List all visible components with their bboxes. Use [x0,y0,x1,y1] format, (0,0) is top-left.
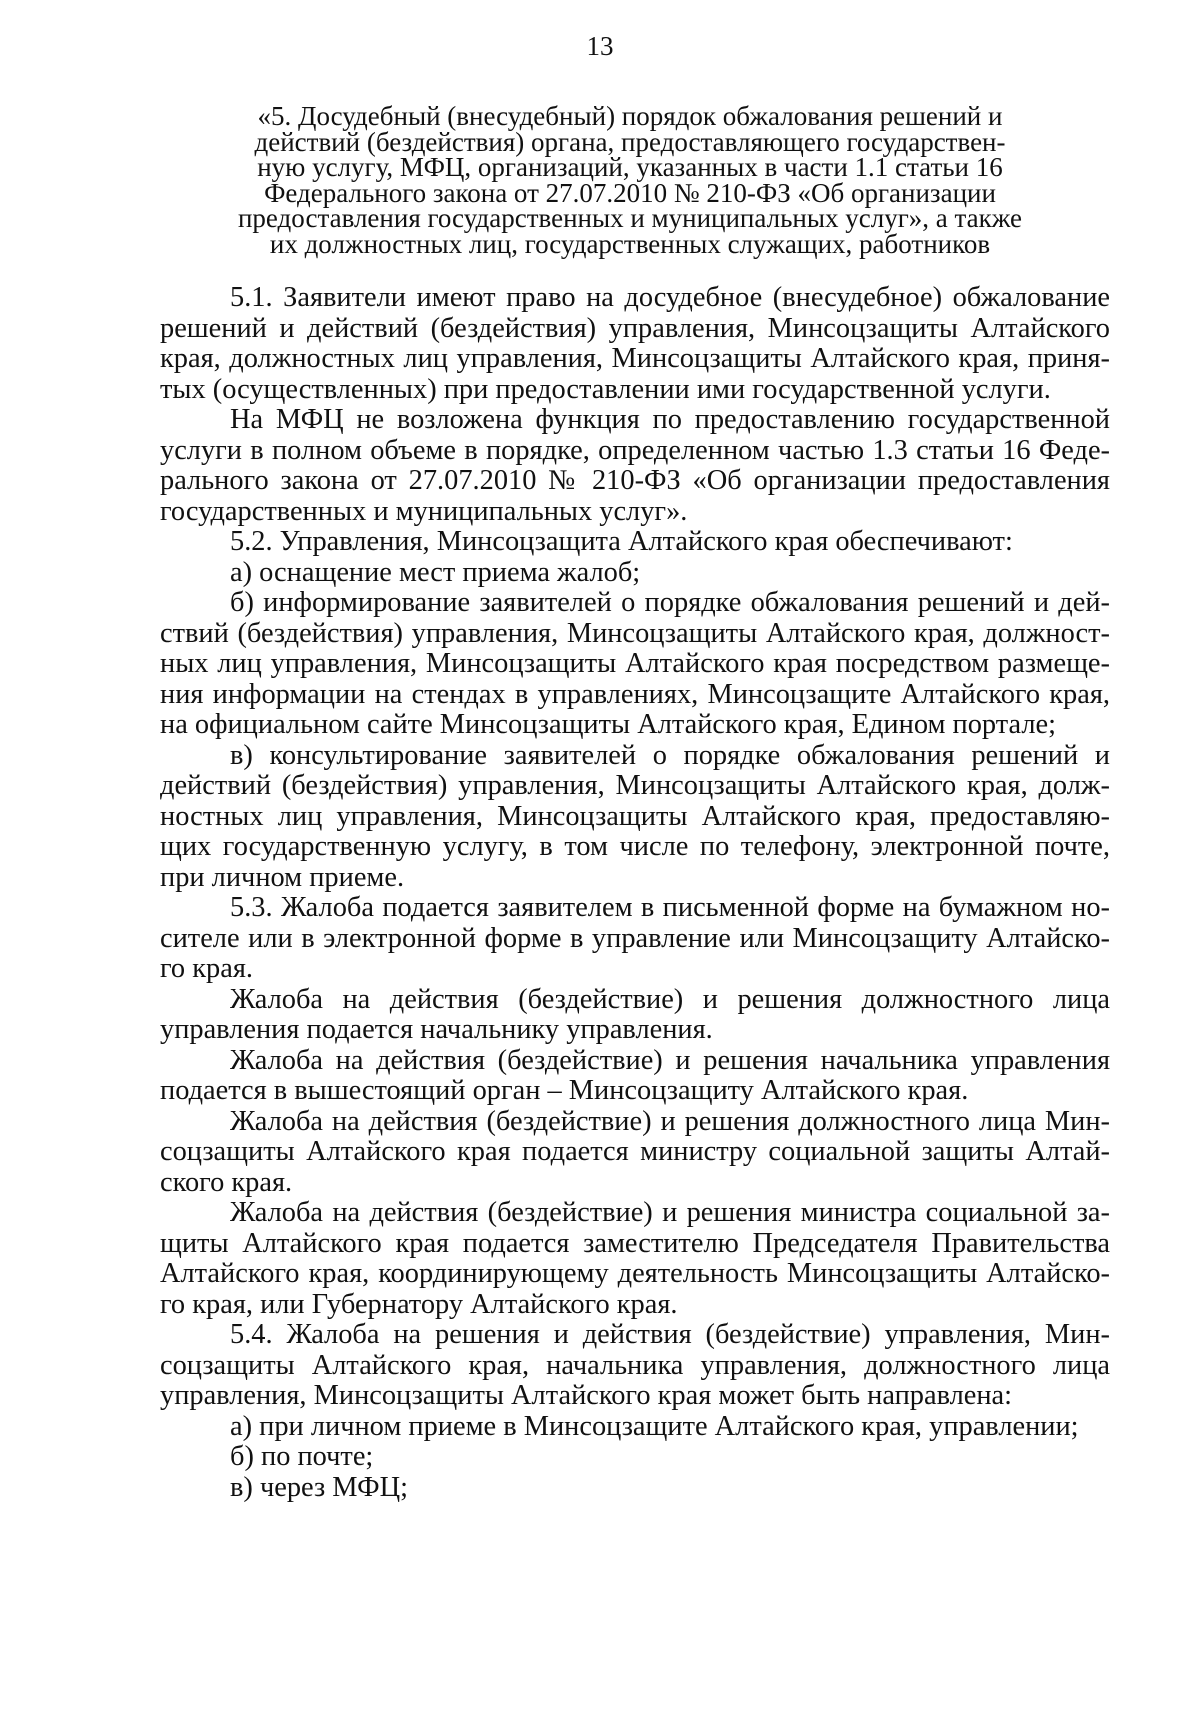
list-item-b: б) информирование заявителей о порядке обжалования решений и дей-ствий (бездействия) управления, Минсоцзащиты Алтайского края, должност-ных лиц управления, Минсоцзащиты Алтайского края посредством размеще-ния информации на стендах в управлениях, Минсоцзащите Алтайского края, на официальном сайте Минсоцзащиты Алтайского края, Едином портале; [160,587,1110,740]
section-body [160,283,1110,1503]
paragraph-5-1: 5.1. Заявители имеют право на досудебное (внесудебное) обжалование решений и действий (бездействия) управления, Минсоцзащиты Алтайского края, должностных лиц управления, Минсоцзащиты Алтайского края, приня-тых (осуществленных) при предоставлении ими государственной услуги. [160,282,1110,405]
paragraph-5-2: 5.2. Управления, Минсоцзащита Алтайского края обеспечивают: [230,526,1013,557]
paragraph-5-4: 5.4. Жалоба на решения и действия (бездействие) управления, Мин-соцзащиты Алтайского края, начальника управления, должностного лица управления, Минсоцзащиты Алтайского края может быть направлена: [160,1319,1110,1411]
paragraph-complaint-ministry-official: Жалоба на действия (бездействие) и решения должностного лица Мин-соцзащиты Алтайского края подается министру социальной защиты Алтай-ского края. [160,1105,1110,1198]
heading-line: предоставления государственных и муниципальных услуг», а также [237,203,1023,233]
heading-line: ную услугу, МФЦ, организаций, указанных в части 1.1 статьи 16 [257,152,1003,182]
list-item-a: а) оснащение мест приема жалоб; [230,556,641,588]
paragraph-complaint-official: Жалоба на действия (бездействие) и решения должностного лица управления подается начальнику управления. [160,983,1110,1045]
heading-line: действий (бездействия) органа, предоставляющего государствен- [254,126,1006,157]
heading-line: Федерального закона от 27.07.2010 № 210-ФЗ «Об организации [264,177,996,208]
paragraph-complaint-minister: Жалоба на действия (бездействие) и решения министра социальной за-щиты Алтайского края подается заместителю Председателя Правительства Алтайского края, координирующему деятельность Минсоцзащиты Алтайско-го края, или Губернатору Алтайского края. [160,1197,1110,1320]
heading-line: их должностных лиц, государственных служащих, работников [269,228,991,259]
paragraph-complaint-head: Жалоба на действия (бездействие) и решения начальника управления подается в вышестоящий орган – Минсоцзащиту Алтайского края. [160,1044,1110,1106]
paragraph-mfc: На МФЦ не возложена функция по предоставлению государственной услуги в полном объеме в порядке, определенном частью 1.3 статьи 16 Феде-рального закона от 27.07.2010 № 210-ФЗ «Об организации предоставления государственных и муниципальных услуг». [160,404,1110,527]
section-heading [220,101,1040,259]
list-item-b-post: б) по почте; [230,1441,374,1472]
list-item-a-personal: а) при личном приеме в Минсоцзащите Алтайского края, управлении; [230,1410,1079,1442]
paragraph-5-3: 5.3. Жалоба подается заявителем в письменной форме на бумажном но-сителе или в электронной форме в управление или Минсоцзащиту Алтайско-го края. [160,892,1110,984]
list-item-v-mfc: в) через МФЦ; [230,1471,408,1503]
list-item-v: в) консультирование заявителей о порядке обжалования решений и действий (бездействия) управления, Минсоцзащиты Алтайского края, долж-ностных лиц управления, Минсоцзащиты Алтайского края, предоставляю-щих государственную услугу, в том числе по телефону, электронной почте, при личном приеме. [160,739,1110,893]
heading-line: «5. Досудебный (внесудебный) порядок обжалования решений и [257,101,1003,131]
page-number: 13 [586,31,614,61]
